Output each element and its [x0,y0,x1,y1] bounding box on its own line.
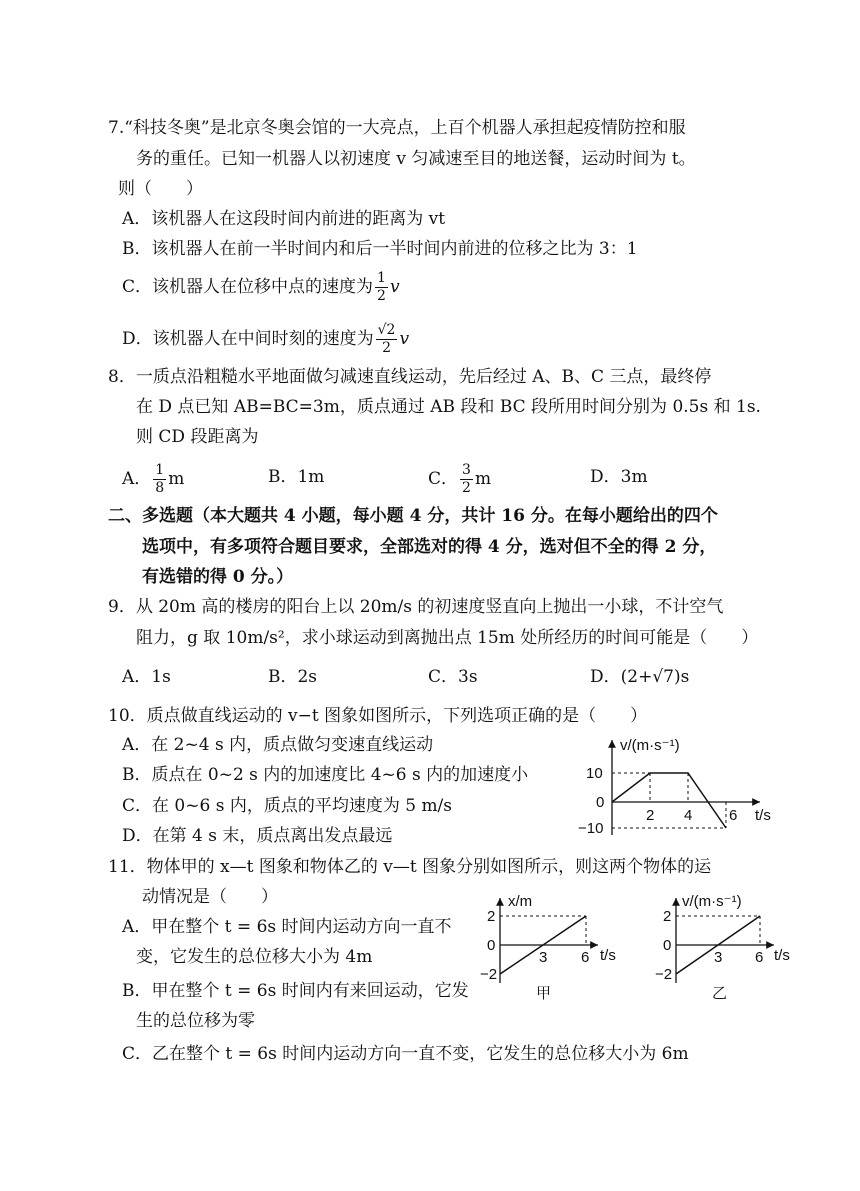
q11-yi-tick-y0: 0 [663,937,672,954]
q11-option-b-line2: 生的总位移为零 [136,1011,255,1031]
q11-yi-tick-x3: 3 [714,949,723,966]
q11-yi-caption: 乙 [712,985,728,1002]
fraction-one-eighth: $\frac{1}{8}$ [155,462,165,496]
q11-yi-tick-y2: 2 [663,908,672,925]
q11-yi-tick-x6: 6 [755,949,764,966]
q8-stem-line2: 在 D 点已知 AB=BC=3m，质点通过 AB 段和 BC 段所用时间分别为 0.5s 和 1s. [136,397,761,417]
q11-option-a-line2: 变，它发生的总位移大小为 4m [136,947,373,967]
q11-stem-line1: 11．物体甲的 x—t 图象和物体乙的 v—t 图象分别如图所示，则这两个物体的运 [108,857,712,877]
q8-option-b: B．1m [268,467,325,487]
fraction-three-halves: $\frac{3}{2}$ [462,462,471,496]
q10-vt-graph [570,730,790,844]
q11-yi-ylabel: v/(m·s⁻¹) [682,893,742,910]
q11-yi-xlabel: t/s [774,947,790,964]
q9-option-b: B．2s [268,667,318,687]
q7-stem-line3: 则（ ） [118,179,203,199]
q9-stem-line1: 9．从 20m 高的楼房的阳台上以 20m/s 的初速度竖直向上抛出一小球，不计空气 [108,597,724,617]
fraction-one-half: $\frac{1}{2}$ [377,270,386,304]
q10-tick-x2: 2 [646,807,655,824]
q9-option-c: C．3s [428,667,478,687]
q11-jia-tick-yneg2: −2 [480,966,498,983]
q11-jia-tick-x3: 3 [539,949,548,966]
q10-stem: 10．质点做直线运动的 v−t 图象如图所示，下列选项正确的是（ ） [108,706,648,726]
q8-option-a: A． $\frac{1}{8}$ m [122,462,185,496]
q11-yi-tick-yneg2: −2 [655,966,673,983]
section2-header-line1: 二、多选题（本大题共 4 小题，每小题 4 分，共计 16 分。在每小题给出的四个 [108,506,718,526]
q10-ylabel: v/(m·s⁻¹) [620,737,680,754]
q10-tick-x6: 6 [729,807,738,824]
section2-header-line3: 有选错的得 0 分。） [142,567,294,587]
q9-option-d: D．(2+√7)s [590,667,690,687]
q8-stem-line3: 则 CD 段距离为 [136,427,259,447]
q10-option-d: D．在第 4 s 末，质点离出发点最远 [122,826,393,846]
q10-tick-y0: 0 [596,794,605,811]
q11-option-a-line1: A．甲在整个 t = 6s 时间内运动方向一直不 [122,917,452,937]
q10-tick-y10: 10 [586,765,603,782]
q10-option-b: B．质点在 0~2 s 内的加速度比 4~6 s 内的加速度小 [122,765,529,785]
q10-option-a: A．在 2~4 s 内，质点做匀变速直线运动 [122,735,434,755]
q7-stem-line1: 7.“科技冬奥”是北京冬奥会馆的一大亮点，上百个机器人承担起疫情防控和服 [108,118,686,138]
q8-option-c: C． $\frac{3}{2}$ m [428,462,492,496]
q8-option-d: D．3m [590,467,648,487]
q11-jia-ylabel: x/m [508,893,533,910]
q10-velocity-line [612,773,726,828]
q11-option-c: C．乙在整个 t = 6s 时间内运动方向一直不变，它发生的总位移大小为 6m [122,1044,689,1064]
q11-jia-xt-graph [470,888,620,1012]
q11-jia-caption: 甲 [536,985,552,1002]
q10-tick-x4: 4 [684,807,693,824]
q11-jia-tick-y0: 0 [487,937,496,954]
q7-option-b: B．该机器人在前一半时间内和后一半时间内前进的位移之比为 3：1 [122,239,638,259]
q11-stem-line2: 动情况是（ ） [142,887,278,907]
q7-stem-line2: 务的重任。已知一机器人以初速度 v 匀减速至目的地送餐，运动时间为 t。 [136,149,696,169]
q10-xlabel: t/s [755,807,771,824]
q10-option-c: C．在 0~6 s 内，质点的平均速度为 5 m/s [122,796,453,816]
q11-jia-tick-x6: 6 [581,949,590,966]
fraction-sqrt2-over-2: $\frac{√2}{2}$ [377,322,396,356]
q7-option-a: A．该机器人在这段时间内前进的距离为 vt [122,209,446,229]
q9-stem-line2: 阻力，g 取 10m/s²，求小球运动到离抛出点 15m 处所经历的时间可能是（ ） [136,628,759,648]
q8-stem-line1: 8．一质点沿粗糙水平地面做匀减速直线运动，先后经过 A、B、C 三点，最终停 [108,367,712,387]
q9-option-a: A．1s [122,667,171,687]
q10-tick-yneg10: −10 [578,820,604,837]
q11-jia-tick-y2: 2 [487,908,496,925]
q7-option-c: C．该机器人在位移中点的速度为 $\frac{1}{2}$ v [122,270,400,304]
q11-option-b-line1: B．甲在整个 t = 6s 时间内有来回运动，它发 [122,981,469,1001]
q11-jia-xlabel: t/s [600,947,616,964]
q7-option-d: D．该机器人在中间时刻的速度为 $\frac{√2}{2}$ v [122,322,410,356]
q11-yi-vt-graph [640,888,800,1012]
section2-header-line2: 选项中，有多项符合题目要求，全部选对的得 4 分，选对但不全的得 2 分， [142,537,717,557]
